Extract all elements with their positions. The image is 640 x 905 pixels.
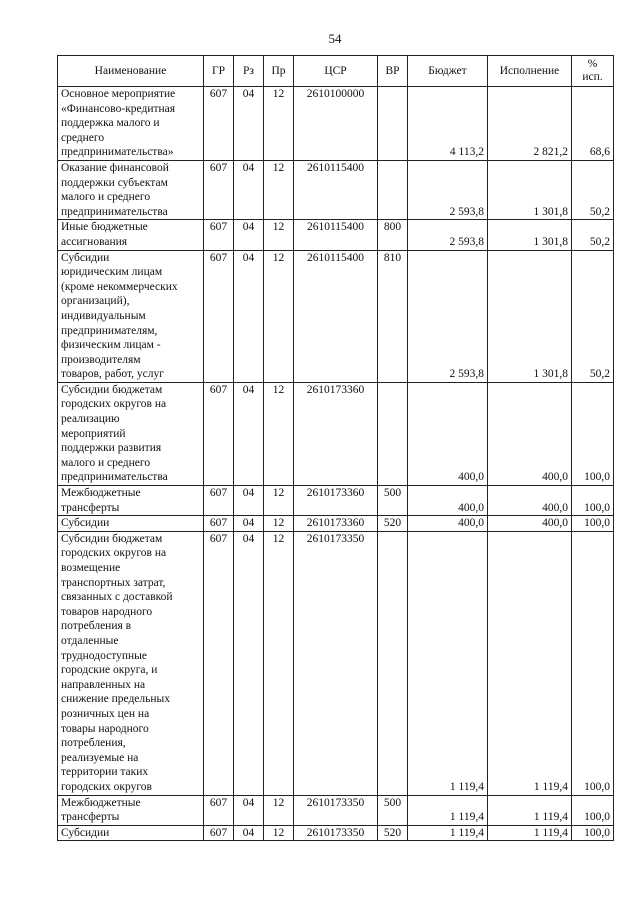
cell-percent: 50,2 — [572, 220, 614, 250]
cell-gr: 607 — [204, 87, 234, 161]
cell-budget: 1 119,4 — [408, 795, 488, 825]
cell-name: Межбюджетные трансферты — [58, 486, 204, 516]
cell-name: Субсидии — [58, 825, 204, 841]
cell-vr: 800 — [378, 220, 408, 250]
cell-gr: 607 — [204, 795, 234, 825]
cell-budget: 1 119,4 — [408, 531, 488, 795]
cell-execution: 400,0 — [488, 382, 572, 485]
cell-name: Субсидии бюджетам городских округов на возмещение транспортных затрат, связанных с доставкой товаров народного потребления в отдаленные труднодоступные городские округа, и направленных на снижение предельных розничных цен на товары народного потребления, реализуемые на территории таких городских округов — [58, 531, 204, 795]
cell-pr: 12 — [264, 382, 294, 485]
header-budget: Бюджет — [408, 56, 488, 87]
cell-budget: 2 593,8 — [408, 220, 488, 250]
cell-rz: 04 — [234, 160, 264, 219]
cell-execution: 400,0 — [488, 486, 572, 516]
cell-rz: 04 — [234, 87, 264, 161]
header-vr: ВР — [378, 56, 408, 87]
header-percent: % исп. — [572, 56, 614, 87]
cell-gr: 607 — [204, 382, 234, 485]
cell-pr: 12 — [264, 825, 294, 841]
table-header-row — [58, 56, 614, 87]
header-pr: Пр — [264, 56, 294, 87]
cell-csr: 2610173350 — [294, 795, 378, 825]
cell-budget: 1 119,4 — [408, 825, 488, 841]
cell-csr: 2610100000 — [294, 87, 378, 161]
cell-execution: 2 821,2 — [488, 87, 572, 161]
table-row — [58, 486, 614, 516]
cell-execution: 1 301,8 — [488, 250, 572, 382]
cell-execution: 1 119,4 — [488, 825, 572, 841]
table-row — [58, 382, 614, 485]
cell-percent: 100,0 — [572, 795, 614, 825]
cell-csr: 2610173360 — [294, 516, 378, 532]
table-row — [58, 795, 614, 825]
cell-rz: 04 — [234, 516, 264, 532]
cell-name: Оказание финансовой поддержки субъектам малого и среднего предпринимательства — [58, 160, 204, 219]
cell-csr: 2610115400 — [294, 220, 378, 250]
cell-rz: 04 — [234, 531, 264, 795]
cell-budget: 400,0 — [408, 486, 488, 516]
cell-csr: 2610173350 — [294, 531, 378, 795]
cell-pr: 12 — [264, 220, 294, 250]
header-csr: ЦСР — [294, 56, 378, 87]
cell-vr: 520 — [378, 516, 408, 532]
cell-percent: 100,0 — [572, 516, 614, 532]
cell-gr: 607 — [204, 516, 234, 532]
cell-pr: 12 — [264, 160, 294, 219]
cell-execution: 1 119,4 — [488, 795, 572, 825]
table-row — [58, 825, 614, 841]
cell-budget: 400,0 — [408, 516, 488, 532]
cell-gr: 607 — [204, 825, 234, 841]
cell-percent: 100,0 — [572, 382, 614, 485]
cell-gr: 607 — [204, 160, 234, 219]
cell-rz: 04 — [234, 486, 264, 516]
cell-execution: 1 301,8 — [488, 220, 572, 250]
cell-rz: 04 — [234, 382, 264, 485]
cell-name: Субсидии юридическим лицам (кроме некоммерческих организаций), индивидуальным предпринимателям, физическим лицам - производителям товаров, работ, услуг — [58, 250, 204, 382]
cell-rz: 04 — [234, 825, 264, 841]
cell-percent: 100,0 — [572, 531, 614, 795]
cell-budget: 2 593,8 — [408, 250, 488, 382]
cell-vr: 500 — [378, 795, 408, 825]
cell-pr: 12 — [264, 531, 294, 795]
cell-pr: 12 — [264, 486, 294, 516]
cell-csr: 2610173360 — [294, 382, 378, 485]
cell-name: Субсидии бюджетам городских округов на реализацию мероприятий поддержки развития малого и среднего предпринимательства — [58, 382, 204, 485]
cell-name: Субсидии — [58, 516, 204, 532]
cell-budget: 2 593,8 — [408, 160, 488, 219]
cell-csr: 2610115400 — [294, 250, 378, 382]
table-row — [58, 160, 614, 219]
cell-vr — [378, 382, 408, 485]
cell-name: Основное мероприятие «Финансово-кредитная поддержка малого и среднего предпринимательства» — [58, 87, 204, 161]
table-row — [58, 250, 614, 382]
header-gr: ГР — [204, 56, 234, 87]
cell-rz: 04 — [234, 250, 264, 382]
cell-execution: 1 301,8 — [488, 160, 572, 219]
cell-csr: 2610173360 — [294, 486, 378, 516]
cell-vr: 520 — [378, 825, 408, 841]
header-rz: Рз — [234, 56, 264, 87]
cell-pr: 12 — [264, 795, 294, 825]
cell-budget: 400,0 — [408, 382, 488, 485]
cell-percent: 68,6 — [572, 87, 614, 161]
cell-pr: 12 — [264, 87, 294, 161]
cell-vr — [378, 87, 408, 161]
cell-vr: 810 — [378, 250, 408, 382]
table-row — [58, 220, 614, 250]
cell-budget: 4 113,2 — [408, 87, 488, 161]
cell-gr: 607 — [204, 531, 234, 795]
cell-percent: 100,0 — [572, 486, 614, 516]
cell-percent: 100,0 — [572, 825, 614, 841]
cell-gr: 607 — [204, 250, 234, 382]
cell-pr: 12 — [264, 250, 294, 382]
table-row — [58, 516, 614, 532]
cell-csr: 2610115400 — [294, 160, 378, 219]
cell-pr: 12 — [264, 516, 294, 532]
cell-name: Межбюджетные трансферты — [58, 795, 204, 825]
cell-rz: 04 — [234, 220, 264, 250]
cell-execution: 400,0 — [488, 516, 572, 532]
cell-gr: 607 — [204, 486, 234, 516]
cell-execution: 1 119,4 — [488, 531, 572, 795]
cell-gr: 607 — [204, 220, 234, 250]
table-row — [58, 87, 614, 161]
page-number: 54 — [328, 31, 342, 46]
header-name: Наименование — [58, 56, 204, 87]
cell-vr — [378, 160, 408, 219]
header-execution: Исполнение — [488, 56, 572, 87]
cell-rz: 04 — [234, 795, 264, 825]
cell-name: Иные бюджетные ассигнования — [58, 220, 204, 250]
cell-vr — [378, 531, 408, 795]
cell-percent: 50,2 — [572, 160, 614, 219]
cell-vr: 500 — [378, 486, 408, 516]
cell-percent: 50,2 — [572, 250, 614, 382]
cell-csr: 2610173350 — [294, 825, 378, 841]
table-row — [58, 531, 614, 795]
budget-execution-table — [57, 55, 614, 841]
